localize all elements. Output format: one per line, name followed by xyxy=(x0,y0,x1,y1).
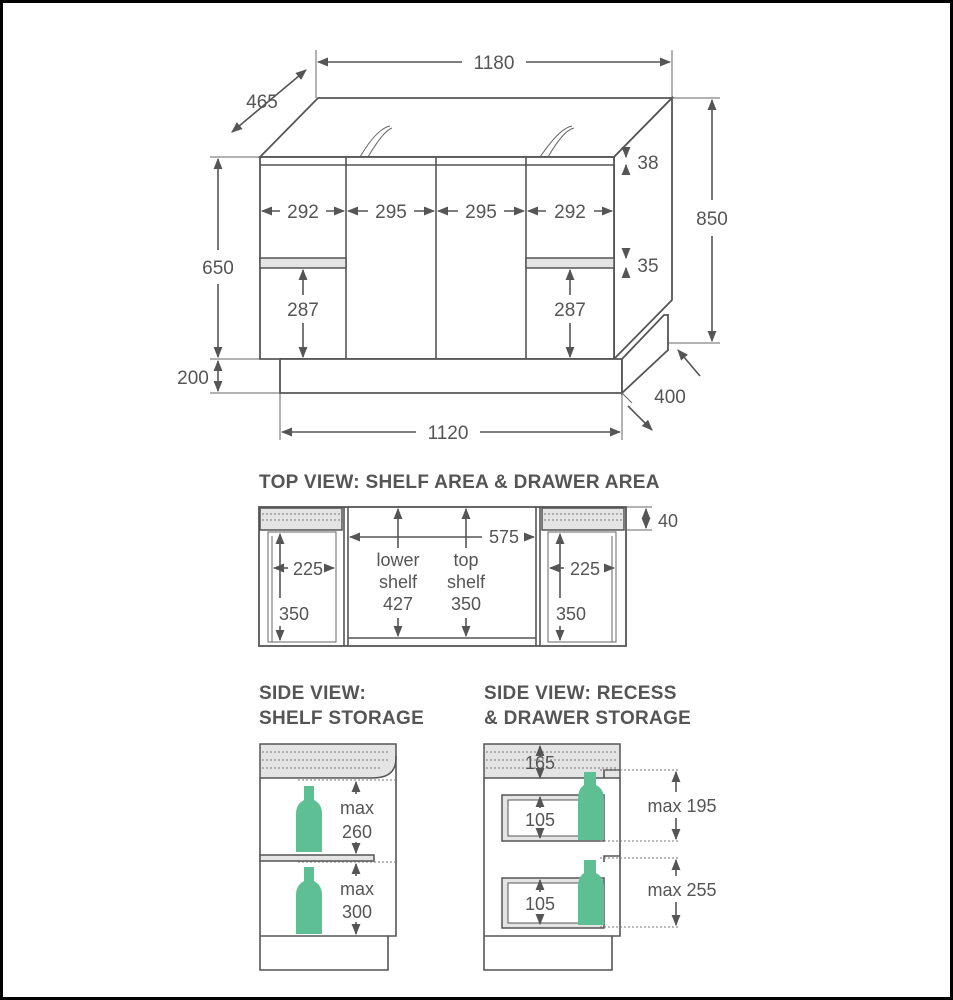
shelf-width-label: 575 xyxy=(488,527,520,547)
drawer-rail-right xyxy=(526,258,614,268)
side-shelf-body xyxy=(260,756,396,970)
depth-top-label: 465 xyxy=(246,92,278,113)
upper-max-drawer-label: max 195 xyxy=(647,796,717,816)
bottle-icon xyxy=(296,786,322,852)
top-view xyxy=(259,472,678,646)
cabinet-top xyxy=(260,98,672,157)
bottle-icon xyxy=(578,772,604,840)
width-label-2: 295 xyxy=(375,202,407,223)
upper-max-label: max xyxy=(339,798,375,818)
kick-height-label: 200 xyxy=(177,368,209,389)
top-shelf-value: 350 xyxy=(450,594,482,614)
left-drawer-depth-label: 350 xyxy=(278,604,310,624)
kick-front xyxy=(280,359,622,393)
lower-max-value: 300 xyxy=(341,902,373,922)
width-label-1: 292 xyxy=(287,202,319,223)
drawer-rail-left xyxy=(260,258,346,268)
recess-label: 165 xyxy=(524,753,556,773)
overall-width-label: 1180 xyxy=(473,53,515,74)
side-view-shelf xyxy=(259,683,424,970)
side-shelf-board xyxy=(260,855,374,861)
upper-drawer-label: 105 xyxy=(524,810,556,830)
drawer-height-left: 287 xyxy=(287,300,319,321)
top-shelf-line2: shelf xyxy=(446,572,486,592)
total-height-label: 850 xyxy=(696,209,728,230)
top-view-heading: TOP VIEW: SHELF AREA & DRAWER AREA xyxy=(259,472,660,493)
lower-shelf-line1: lower xyxy=(376,550,420,570)
side-drawer-heading-2: & DRAWER STORAGE xyxy=(484,708,692,729)
top-gap-label: 38 xyxy=(637,153,659,174)
left-drawer-top xyxy=(260,508,342,530)
top-view-gap-label: 40 xyxy=(657,511,679,531)
side-shelf-heading-2: SHELF STORAGE xyxy=(259,708,425,729)
kick-depth-label: 400 xyxy=(654,387,686,408)
front-view xyxy=(177,50,728,444)
bottle-icon xyxy=(296,867,322,934)
kick-width-label: 1120 xyxy=(427,423,469,444)
right-drawer-depth-label: 350 xyxy=(555,604,587,624)
lower-shelf-value: 427 xyxy=(382,594,414,614)
side-drawer-heading-1: SIDE VIEW: RECESS xyxy=(484,683,677,704)
left-drawer-width-label: 225 xyxy=(292,559,324,579)
bottle-icon xyxy=(578,860,604,925)
right-drawer-top xyxy=(542,508,624,530)
cabinet-height-label: 650 xyxy=(202,258,234,279)
lower-drawer-label: 105 xyxy=(524,894,556,914)
side-view-drawer xyxy=(484,683,717,970)
lower-max-label: max xyxy=(339,879,375,899)
side-shelf-countertop xyxy=(260,744,396,778)
upper-max-value: 260 xyxy=(341,822,373,842)
lower-max-drawer-label: max 255 xyxy=(647,880,717,900)
width-label-4: 292 xyxy=(554,202,586,223)
right-drawer-width-label: 225 xyxy=(569,559,601,579)
drawer-height-right: 287 xyxy=(554,300,586,321)
drawer-gap-label: 35 xyxy=(637,256,659,277)
vanity-dimension-diagram xyxy=(3,3,950,997)
lower-shelf-line2: shelf xyxy=(378,572,418,592)
top-shelf-line1: top xyxy=(453,550,479,570)
width-label-3: 295 xyxy=(465,202,497,223)
side-shelf-heading-1: SIDE VIEW: xyxy=(259,683,367,704)
